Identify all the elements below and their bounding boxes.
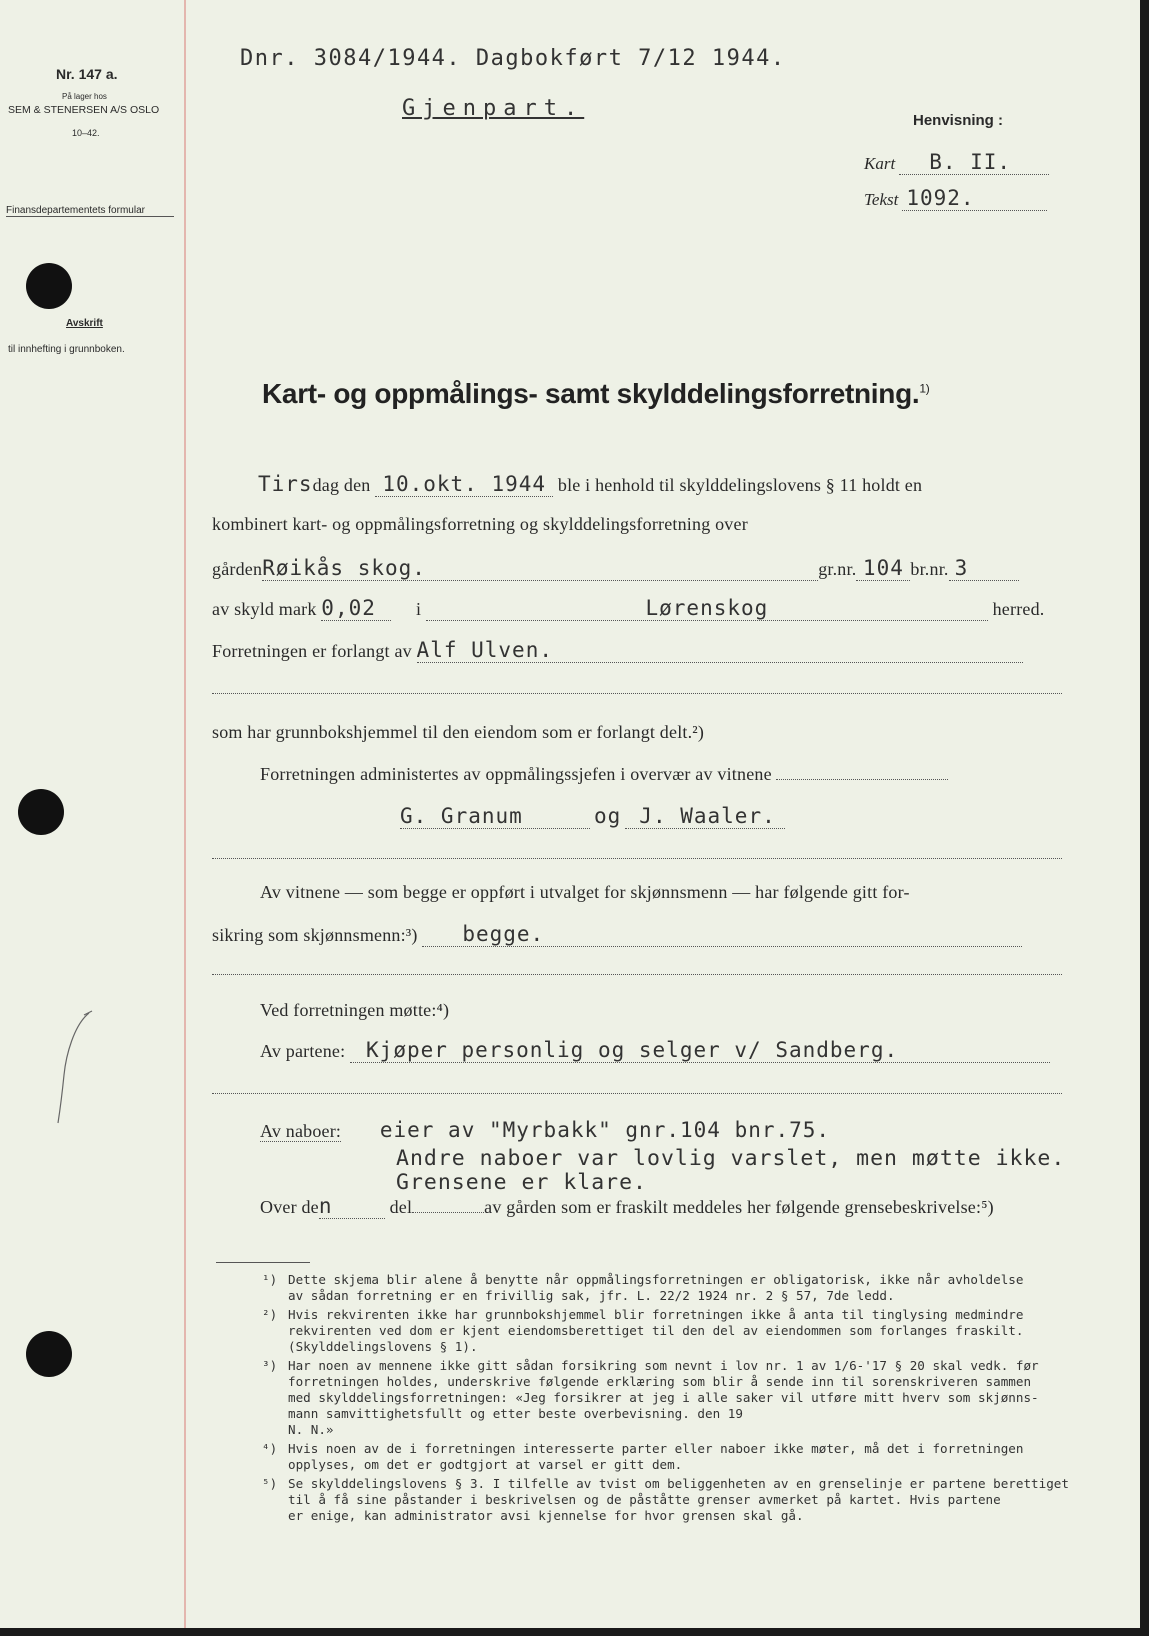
witness-row <box>400 804 785 829</box>
copy-title: Avskrift <box>66 318 103 329</box>
footnote-line: er enige, kan administrator avsi kjennelse for hvor grensen skal gå. <box>288 1508 804 1523</box>
tekst-value: 1092. <box>906 186 975 210</box>
footnote-number: ¹) <box>262 1272 278 1287</box>
kart-label: Kart <box>864 154 896 173</box>
partene-value: Kjøper personlig og selger v/ Sandberg. <box>366 1038 899 1062</box>
partene-label: Av partene: <box>260 1041 346 1061</box>
skyld-field <box>321 596 391 621</box>
garden-value: Røikås skog. <box>262 556 426 580</box>
footnote-line: Dette skjema blir alene å benytte når oppmålingsforretningen er obligatorisk, ikke når avholdelse <box>288 1272 1024 1287</box>
footnote-line: rekvirenten ved dom er kjent eiendomsberettiget til den del av eiendommen som forlanges fraskilt. <box>288 1323 1024 1338</box>
blank-line-4 <box>212 1093 1062 1094</box>
herred-value: Lørenskog <box>645 596 769 620</box>
day-suffix: dag den <box>312 475 371 495</box>
over-field <box>319 1194 385 1219</box>
brnr-label: br.nr. <box>910 559 949 579</box>
print-code: 10–42. <box>72 128 100 138</box>
brnr-field <box>949 556 1019 581</box>
footnote-number: ⁵) <box>262 1476 278 1491</box>
naboer-row <box>260 1118 1064 1142</box>
naboer-label: Av naboer: <box>260 1121 342 1141</box>
publisher-line2: SEM & STENERSEN A/S OSLO <box>8 104 160 116</box>
punch-hole-2 <box>18 789 64 835</box>
grnr-label: gr.nr. <box>818 559 857 579</box>
witness2-field <box>625 804 785 829</box>
naboer-value1: eier av "Myrbakk" gnr.104 bnr.75. <box>379 1118 831 1142</box>
witness2-value: J. Waaler. <box>639 804 776 828</box>
date-field <box>375 472 553 497</box>
punch-hole-3 <box>26 1331 72 1377</box>
footnote-number: ³) <box>262 1358 278 1373</box>
garden-row <box>212 556 1064 581</box>
punch-hole-1 <box>26 263 72 309</box>
over-row <box>260 1194 1068 1219</box>
day-typed: Tirs <box>258 472 313 496</box>
vitner-field <box>422 922 1022 947</box>
footnote-line: Hvis noen av de i forretningen interesserte parter eller naboer ikke møter, må det i forretningen <box>288 1441 1024 1456</box>
grnr-value: 104 <box>862 556 904 580</box>
herred-label: herred. <box>992 599 1045 619</box>
over-rest: av gården som er fraskilt meddeles her følgende grensebeskrivelse:⁵) <box>484 1197 994 1217</box>
title-text: Kart- og oppmålings- samt skylddelingsforretning. <box>262 378 920 409</box>
tekst-row <box>864 186 1060 211</box>
vitner-value: begge. <box>462 922 545 946</box>
naboer-value3: Grensene er klare. <box>396 1170 647 1195</box>
publisher-line1: På lager hos <box>62 92 107 101</box>
copy-subtitle: til innhefting i grunnboken. <box>8 344 125 355</box>
forlangt-row <box>212 638 1064 663</box>
footnote-line: (Skylddelingslovens § 1). <box>288 1339 478 1354</box>
title-footnote-ref: 1) <box>919 381 930 396</box>
vitner-line2-row <box>212 922 1064 947</box>
del-label: del <box>389 1197 413 1217</box>
grnr-field <box>856 556 910 581</box>
gjenpart-label: Gjenpart. <box>402 96 585 121</box>
partene-row <box>260 1038 1064 1063</box>
tekst-field <box>902 186 1047 211</box>
garden-field <box>262 556 818 581</box>
motte-label: Ved forretningen møtte:⁴) <box>260 1000 450 1020</box>
line2: kombinert kart- og oppmålingsforretning og skylddelingsforretning over <box>212 514 748 534</box>
pencil-mark <box>44 1005 104 1125</box>
footnote-number: ⁴) <box>262 1441 278 1456</box>
forlangt-label: Forretningen er forlangt av <box>212 641 412 661</box>
del-field <box>412 1212 484 1213</box>
vitner-line1: Av vitnene — som begge er oppført i utvalget for skjønnsmenn — har følgende gitt for- <box>260 882 910 902</box>
administrert-field <box>776 779 948 780</box>
forlangt-value: Alf Ulven. <box>416 638 553 662</box>
over-typed: n <box>318 1194 333 1218</box>
footnote-line: forretningen holdes, underskrive følgende erklæring som blir å sende inn til sorenskriveren sammen <box>288 1374 1032 1389</box>
blank-line-3 <box>212 974 1062 975</box>
margin-rule <box>184 0 186 1628</box>
garden-label: gården <box>212 559 263 579</box>
document-title <box>262 378 929 410</box>
administrert-text: Forretningen administertes av oppmålingssjefen i overvær av vitnene <box>260 764 772 784</box>
footnote-separator <box>216 1262 310 1263</box>
footnote-number: ²) <box>262 1307 278 1322</box>
witness1-value: G. Granum <box>400 804 523 828</box>
line1-rest: ble i henhold til skylddelingslovens § 11 holdt en <box>557 475 923 495</box>
footnote-line: til å få sine påstander i beskrivelsen og de påståtte grenser avmerket på kartet. Hvis partene <box>288 1492 1001 1507</box>
blank-line-1 <box>212 693 1062 694</box>
partene-field <box>350 1038 1050 1063</box>
forlangt-field <box>417 638 1023 663</box>
naboer-value2: Andre naboer var lovlig varslet, men møtte ikke. <box>396 1146 1066 1171</box>
footnote-line: Se skylddelingslovens § 3. I tilfelle av tvist om beliggenheten av en grenselinje er partene berettiget <box>288 1476 1069 1491</box>
witness1-field <box>400 804 590 829</box>
brnr-value: 3 <box>954 556 969 580</box>
skyld-value: 0,02 <box>321 596 376 620</box>
footnote-line: Har noen av mennene ikke gitt sådan forsikring som nevnt i lov nr. 1 av 1/6-'17 § 20 skal vedk. før <box>288 1358 1039 1373</box>
footnote-line: N. N.» <box>288 1422 334 1437</box>
blank-line-2 <box>212 858 1062 859</box>
kart-row <box>864 150 1060 175</box>
over-label: Over de <box>260 1197 319 1217</box>
henvisning-label: Henvisning : <box>913 112 1004 129</box>
vitner-line2: sikring som skjønnsmenn:³) <box>212 925 418 945</box>
skyld-row <box>212 596 1068 621</box>
kart-field <box>899 150 1049 175</box>
footnote-line: av sådan forretning er en frivillig sak, jfr. L. 22/2 1924 nr. 2 § 57, 7de ledd. <box>288 1288 895 1303</box>
hjemmel-text: som har grunnbokshjemmel til den eiendom som er forlangt delt.²) <box>212 722 705 742</box>
kart-value: B. II. <box>929 150 1012 174</box>
witness-og: og <box>594 804 622 828</box>
footnote-line: Hvis rekvirenten ikke har grunnbokshjemmel blir forretningen ikke å anta til tinglysing medmindre <box>288 1307 1024 1322</box>
form-label: Finansdepartementets formular <box>6 205 174 217</box>
footnote-line: med skylddelingsforretningen: «Jeg forsikrer at jeg i alle saker vil utføre mitt hverv som skjønns- <box>288 1390 1039 1405</box>
tekst-label: Tekst <box>864 190 899 209</box>
skyld-label: av skyld mark <box>212 599 317 619</box>
administrert-row <box>260 764 1064 785</box>
dnr-line: Dnr. 3084/1944. Dagbokført 7/12 1944. <box>240 46 786 71</box>
i-label: i <box>416 599 422 619</box>
footnote-line: opplyses, om det er godtgjort at varsel er gitt dem. <box>288 1457 683 1472</box>
date-value: 10.okt. 1944 <box>382 472 547 496</box>
herred-field <box>426 596 988 621</box>
form-number: Nr. 147 a. <box>56 66 118 82</box>
footnote-line: mann samvittighetsfullt og etter beste overbevisning. den 19 <box>288 1406 743 1421</box>
date-line <box>258 472 1064 497</box>
